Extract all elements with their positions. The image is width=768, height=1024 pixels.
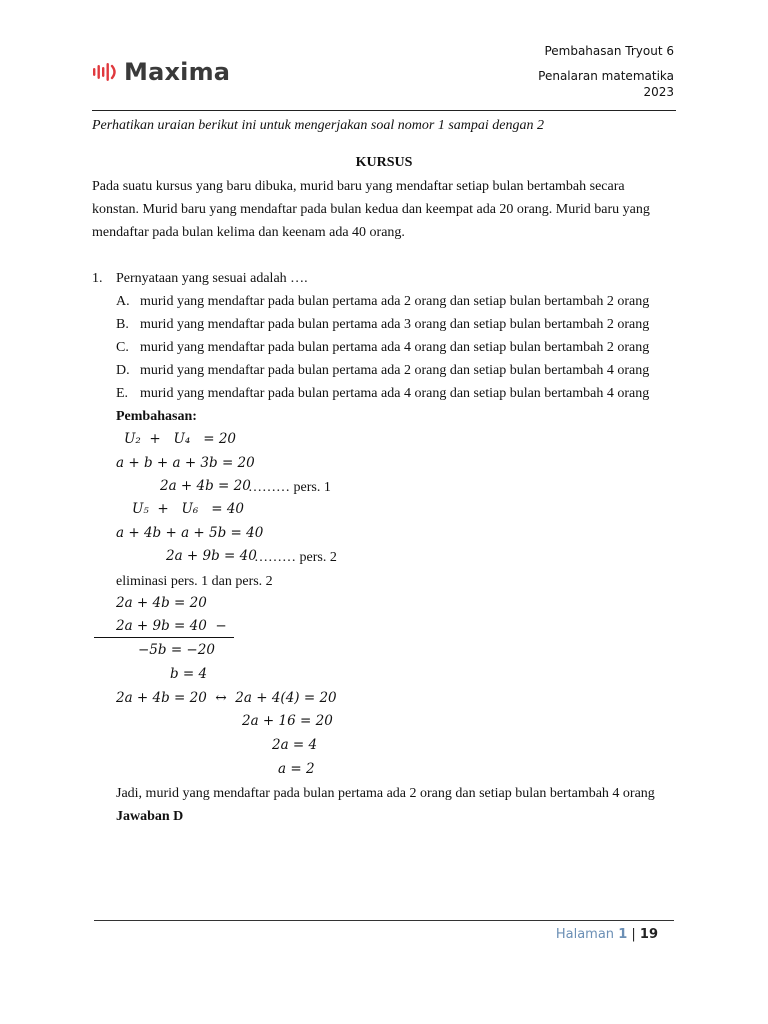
sound-wave-icon <box>92 62 118 82</box>
equation-line: 2a + 9b = 40 <box>166 548 257 564</box>
option-d: D. murid yang mendaftar pada bulan pertama ada 2 orang dan setiap bulan bertambah 4 orang <box>116 363 650 378</box>
page-label: Halaman <box>555 927 615 942</box>
equation-line: 2a + 16 = 20 <box>242 713 333 729</box>
equation-line: a = 2 <box>278 761 315 777</box>
page-number: 1 <box>618 927 628 942</box>
brand-name: Maxima <box>124 58 231 86</box>
page-indicator <box>556 927 658 942</box>
equation-note: ……… pers. 2 <box>254 550 337 565</box>
passage-title: KURSUS <box>355 155 413 170</box>
document-title: Pembahasan Tryout 6 <box>544 44 674 58</box>
equation-line: a + b + a + 3b = 20 <box>116 455 255 471</box>
total-pages: 19 <box>639 927 658 942</box>
header-divider <box>92 110 676 111</box>
question-number: 1. <box>92 271 103 286</box>
equation-line: 2a = 4 <box>272 737 318 753</box>
solution-heading: Pembahasan: <box>116 409 197 424</box>
conclusion-text: Jadi, murid yang mendaftar pada bulan pertama ada 2 orang dan setiap bulan bertambah 4 orang <box>116 786 655 801</box>
option-a: A. murid yang mendaftar pada bulan pertama ada 2 orang dan setiap bulan bertambah 2 orang <box>116 294 650 309</box>
brand-logo <box>92 58 230 86</box>
equation-line: b = 4 <box>170 666 208 682</box>
equation-line: 2a + 4b = 20 <box>116 595 207 611</box>
equation-line: 2a + 9b = 40 − <box>116 618 227 634</box>
equation-line: 2a + 4b = 20 <box>160 478 251 494</box>
equation-line: U₅ + U₆ = 40 <box>132 501 245 517</box>
answer-text: Jawaban D <box>116 809 184 824</box>
equation-line: −5b = −20 <box>138 642 215 658</box>
passage-line: konstan. Murid baru yang mendaftar pada bulan kedua dan keempat ada 20 orang. Murid baru yang <box>92 202 650 217</box>
equation-line: 2a + 4b = 20 ↔ 2a + 4(4) = 20 <box>116 690 337 706</box>
equation-note: ……… pers. 1 <box>248 480 331 495</box>
equation-line: a + 4b + a + 5b = 40 <box>116 525 264 541</box>
year-label: 2023 <box>643 85 674 99</box>
footer-divider <box>94 920 674 921</box>
subject-title: Penalaran matematika <box>538 69 674 83</box>
option-c: C. murid yang mendaftar pada bulan pertama ada 4 orang dan setiap bulan bertambah 2 orang <box>116 340 650 355</box>
subtraction-rule <box>94 637 234 638</box>
page-separator: | <box>631 927 636 942</box>
option-e: E. murid yang mendaftar pada bulan pertama ada 4 orang dan setiap bulan bertambah 4 orang <box>116 386 650 401</box>
option-b: B. murid yang mendaftar pada bulan pertama ada 3 orang dan setiap bulan bertambah 2 orang <box>116 317 650 332</box>
equation-line: U₂ + U₄ = 20 <box>124 431 237 447</box>
passage-line: mendaftar pada bulan kelima dan keenam ada 40 orang. <box>92 225 405 240</box>
question-text: Pernyataan yang sesuai adalah …. <box>116 271 308 286</box>
instruction-text: Perhatikan uraian berikut ini untuk mengerjakan soal nomor 1 sampai dengan 2 <box>92 118 544 133</box>
passage-line: Pada suatu kursus yang baru dibuka, murid baru yang mendaftar setiap bulan bertambah secara <box>92 179 625 194</box>
elimination-text: eliminasi pers. 1 dan pers. 2 <box>116 574 273 589</box>
